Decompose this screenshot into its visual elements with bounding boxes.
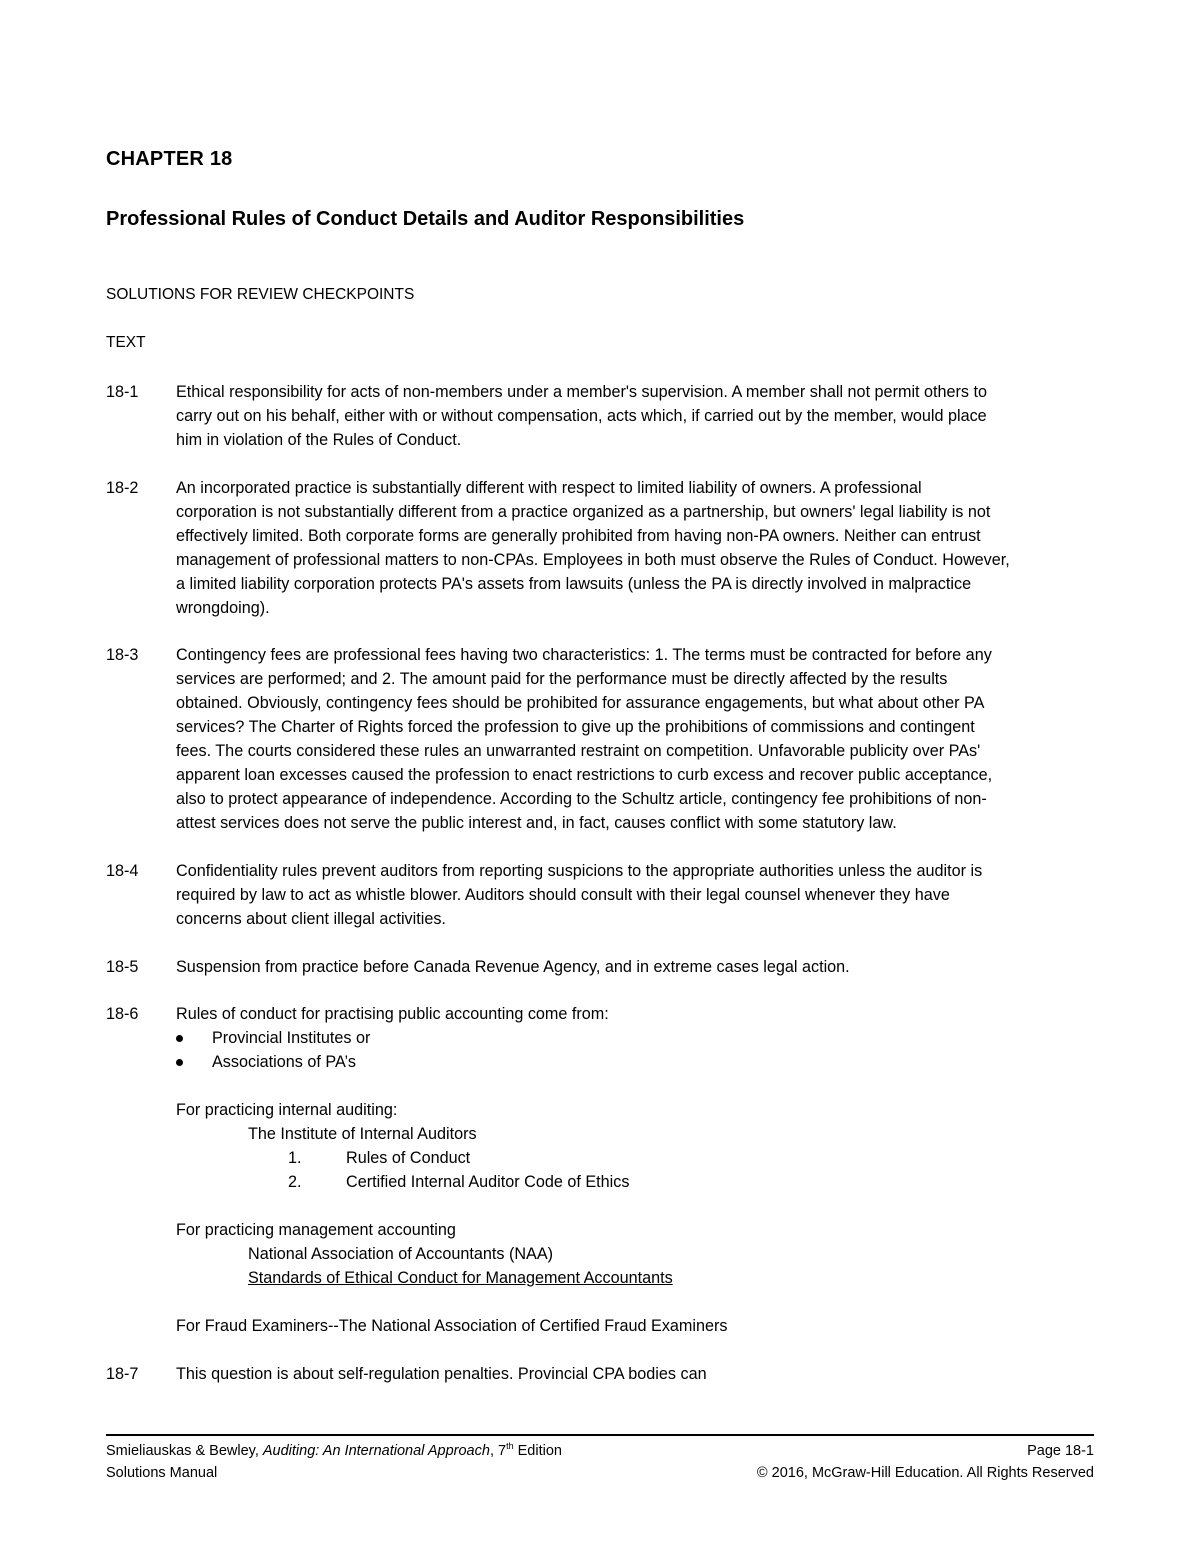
item-line: Suspension from practice before Canada Revenue Agency, and in extreme cases legal action. bbox=[176, 958, 850, 976]
section-heading: SOLUTIONS FOR REVIEW CHECKPOINTS bbox=[106, 286, 415, 303]
management-accounting-standard bbox=[176, 1266, 1101, 1290]
item-line: This question is about self-regulation penalties. Provincial CPA bodies can bbox=[176, 1365, 707, 1383]
item-line: An incorporated practice is substantially different with respect to limited liability of owners. A professional bbox=[176, 479, 922, 497]
item-line: wrongdoing). bbox=[176, 599, 270, 617]
internal-auditing-heading: For practicing internal auditing: bbox=[176, 1101, 398, 1119]
fraud-examiners-line: For Fraud Examiners--The National Association of Certified Fraud Examiners bbox=[176, 1317, 728, 1335]
footer-edition-suffix: th bbox=[506, 1441, 514, 1452]
item-line: services? The Charter of Rights forced the profession to give up the prohibitions of commissions and contingent bbox=[176, 718, 975, 736]
item-line: corporation is not substantially different from a practice organized as a partnership, but owners' legal liability is not bbox=[176, 503, 991, 521]
item-body bbox=[176, 1002, 1101, 1338]
numbered-item-number: 1. bbox=[288, 1149, 302, 1167]
review-item-18-4 bbox=[106, 859, 1102, 931]
item-line: required by law to act as whistle blower. Auditors should consult with their legal counsel whenever they have bbox=[176, 886, 950, 904]
chapter-heading: CHAPTER 18 bbox=[106, 148, 233, 170]
item-body bbox=[176, 643, 1101, 835]
item-line: apparent loan excesses caused the profession to enact restrictions to curb excess and recover public acceptance, bbox=[176, 766, 993, 784]
item-intro: Rules of conduct for practising public accounting come from: bbox=[176, 1005, 609, 1023]
bullet-item bbox=[176, 1050, 1101, 1074]
internal-auditing-org: The Institute of Internal Auditors bbox=[248, 1125, 477, 1143]
item-line: carry out on his behalf, either with or without compensation, acts which, if carried out by the member, would place bbox=[176, 407, 987, 425]
review-item-18-7 bbox=[106, 1362, 1102, 1386]
item-line: concerns about client illegal activities. bbox=[176, 910, 446, 928]
item-line: him in violation of the Rules of Conduct. bbox=[176, 431, 462, 449]
review-item-18-6 bbox=[106, 1002, 1102, 1338]
item-line: Contingency fees are professional fees having two characteristics: 1. The terms must be contracted for before any bbox=[176, 646, 992, 664]
item-number: 18-3 bbox=[106, 646, 139, 664]
item-number: 18-4 bbox=[106, 862, 139, 880]
item-body bbox=[176, 859, 1101, 931]
item-line: effectively limited. Both corporate forms are generally prohibited from having non-PA owners. Neither can entrust bbox=[176, 527, 981, 545]
item-number: 18-7 bbox=[106, 1365, 139, 1383]
footer-book-title: Auditing: An International Approach bbox=[262, 1443, 490, 1459]
item-number: 18-2 bbox=[106, 479, 139, 497]
numbered-item bbox=[176, 1170, 1101, 1194]
footer-left bbox=[106, 1440, 562, 1484]
standard-title: Standards of Ethical Conduct for Management Accountants bbox=[248, 1269, 673, 1287]
footer-edition-number: , 7 bbox=[489, 1443, 507, 1459]
text-heading: TEXT bbox=[106, 334, 146, 351]
page-number: Page 18-1 bbox=[1027, 1443, 1094, 1459]
chapter-title: Professional Rules of Conduct Details and Auditor Responsibilities bbox=[106, 208, 745, 230]
footer-manual: Solutions Manual bbox=[106, 1465, 218, 1481]
item-line: obtained. Obviously, contingency fees should be prohibited for assurance engagements, but what about other PA bbox=[176, 694, 985, 712]
item-line: services are performed; and 2. The amount paid for the performance must be directly affected by the results bbox=[176, 670, 948, 688]
item-number: 18-6 bbox=[106, 1005, 139, 1023]
footer-right bbox=[757, 1440, 1094, 1484]
item-body bbox=[176, 380, 1101, 452]
review-item-18-1 bbox=[106, 380, 1102, 452]
item-number: 18-5 bbox=[106, 958, 139, 976]
bullet-text: Associations of PA’s bbox=[212, 1053, 356, 1071]
footer-edition-word: Edition bbox=[513, 1443, 562, 1459]
bullet-text: Provincial Institutes or bbox=[212, 1029, 371, 1047]
item-number: 18-1 bbox=[106, 383, 139, 401]
item-line: fees. The courts considered these rules an unwarranted restraint on competition. Unfavorable publicity over PAs' bbox=[176, 742, 981, 760]
numbered-item-text: Rules of Conduct bbox=[346, 1149, 471, 1167]
management-accounting-org: National Association of Accountants (NAA) bbox=[248, 1245, 554, 1263]
numbered-item-number: 2. bbox=[288, 1173, 302, 1191]
item-line: attest services does not serve the public interest and, in fact, causes conflict with some statutory law. bbox=[176, 814, 897, 832]
bullet-icon bbox=[176, 1059, 183, 1066]
item-line: Ethical responsibility for acts of non-members under a member's supervision. A member shall not permit others to bbox=[176, 383, 988, 401]
item-line: also to protect appearance of independence. According to the Schultz article, contingency fee prohibitions of non- bbox=[176, 790, 987, 808]
bullet-icon bbox=[176, 1035, 183, 1042]
footer-divider bbox=[106, 1434, 1094, 1436]
review-item-18-2 bbox=[106, 476, 1102, 620]
spacer bbox=[176, 1290, 1101, 1314]
item-line: management of professional matters to non-CPAs. Employees in both must observe the Rules of Conduct. However, bbox=[176, 551, 1010, 569]
item-body bbox=[176, 1362, 1101, 1386]
bullet-item bbox=[176, 1026, 1101, 1050]
numbered-item bbox=[176, 1146, 1101, 1170]
item-line: a limited liability corporation protects PA's assets from lawsuits (unless the PA is directly involved in malpractice bbox=[176, 575, 972, 593]
item-body bbox=[176, 476, 1101, 620]
management-accounting-heading: For practicing management accounting bbox=[176, 1221, 456, 1239]
spacer bbox=[176, 1074, 1101, 1098]
numbered-item-text: Certified Internal Auditor Code of Ethics bbox=[346, 1173, 630, 1191]
item-line: Confidentiality rules prevent auditors from reporting suspicions to the appropriate authorities unless the auditor is bbox=[176, 862, 983, 880]
footer-authors: Smieliauskas & Bewley, bbox=[106, 1443, 263, 1459]
review-item-18-3 bbox=[106, 643, 1102, 835]
copyright-notice: © 2016, McGraw-Hill Education. All Rights Reserved bbox=[756, 1465, 1094, 1481]
footer-citation bbox=[106, 1440, 562, 1462]
item-body bbox=[176, 955, 1101, 979]
spacer bbox=[176, 1194, 1101, 1218]
review-item-18-5 bbox=[106, 955, 1102, 979]
